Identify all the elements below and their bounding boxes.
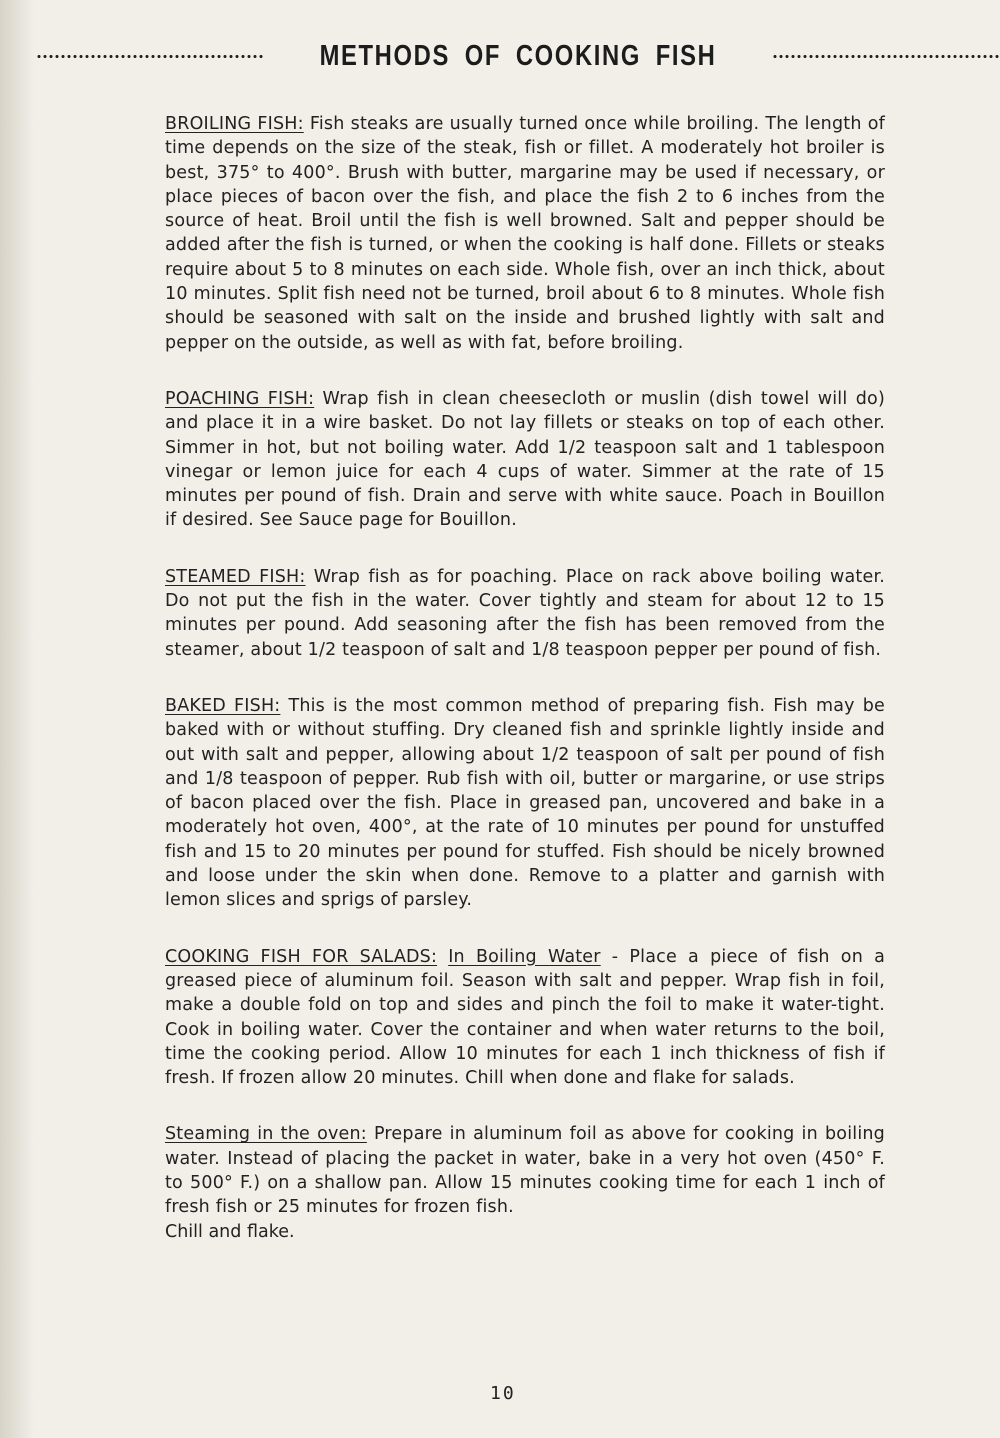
section-footnote: Chill and flake. bbox=[165, 1221, 295, 1242]
section-text: - Place a piece of fish on a greased piece of aluminum foil. Season with salt and pepper. Wrap fish in foil, make a double fold on top and sides and pinch the foil to make it water-tight. Cook in boiling water. Cover the container and when water returns to the boil, time the cooking period. Allow 10 minutes for each 1 inch thickness of fish if fresh. If frozen allow 20 minutes. Chill when done and flake for salads. bbox=[165, 946, 886, 1089]
page-title: METHODS OF COOKING FISH bbox=[319, 40, 717, 72]
section-heading: BROILING FISH: bbox=[165, 114, 304, 134]
section-baked-fish bbox=[165, 694, 885, 913]
section-heading: STEAMED FISH: bbox=[165, 566, 306, 587]
section-cooking-fish-for-salads bbox=[165, 945, 885, 1091]
section-broiling-fish bbox=[165, 112, 885, 355]
section-text: Wrap fish as for poaching. Place on rack above boiling water. Do not put the fish in the water. Cover tightly and steam for about 12 to 15 minutes per pound. Add seasoning after the fish has been removed from the steamer, about 1/2 teaspoon of salt and 1/8 teaspoon pepper per pound of fish. bbox=[165, 566, 886, 660]
section-heading: POACHING FISH: bbox=[165, 388, 315, 409]
section-steamed-fish bbox=[165, 565, 885, 662]
section-heading: Steaming in the oven: bbox=[165, 1124, 367, 1145]
section-text: This is the most common method of preparing fish. Fish may be baked with or without stuffing. Dry cleaned fish and sprinkle lightly inside and out with salt and pepper, allowing about 1/2 teaspoon of salt per pound of fish and 1/8 teaspoon of pepper. Rub fish with oil, butter or margarine, or use strips of bacon placed over the fish. Place in greased pan, uncovered and bake in a moderately hot oven, 400°, at the rate of 10 minutes per pound for unstuffed fish and 15 to 20 minutes per pound for stuffed. Fish should be nicely browned and loose under the skin when done. Remove to a platter and garnish with lemon slices and sprigs of parsley. bbox=[165, 695, 886, 911]
section-heading: BAKED FISH: bbox=[165, 695, 281, 716]
section-text: Fish steaks are usually turned once while broiling. The length of time depends on the size of the steak, fish or fillet. A moderately hot broiler is best, 375° to 400°. Brush with butter, margarine may be used if necessary, or place pieces of bacon over the fish, and place the fish 2 to 6 inches from the source of heat. Broil until the fish is well browned. Salt and pepper should be added after the fish is turned, or when the cooking is half done. Fillets or steaks require about 5 to 8 minutes on each side. Whole fish, over an inch thick, about 10 minutes. Split fish need not be turned, broil about 6 to 8 minutes. Whole fish should be seasoned with salt on the inside and brushed lightly with salt and pepper on the outside, as well as with fat, before broiling. bbox=[165, 114, 885, 353]
header-dotted-rule-right bbox=[772, 54, 1000, 59]
page-content bbox=[165, 112, 885, 1244]
section-steaming-in-oven bbox=[165, 1122, 885, 1219]
page-header bbox=[36, 40, 1000, 73]
section-poaching-fish bbox=[165, 387, 885, 533]
header-dotted-rule-left bbox=[36, 54, 264, 59]
section-heading: COOKING FISH FOR SALADS: bbox=[165, 946, 438, 967]
page-edge-shadow bbox=[0, 0, 34, 1438]
page-number: 10 bbox=[490, 1383, 516, 1404]
section-text: Wrap fish in clean cheesecloth or muslin (dish towel will do) and place it in a wire basket. Do not lay fillets or steaks on top of each other. Simmer in hot, but not boiling water. Add 1/2 teaspoon salt and 1 tablespoon vinegar or lemon juice for each 4 cups of water. Simmer at the rate of 15 minutes per pound of fish. Drain and serve with white sauce. Poach in Bouillon if desired. See Sauce page for Bouillon. bbox=[165, 388, 885, 531]
section-subheading: In Boiling Water bbox=[448, 946, 601, 967]
section-text: Prepare in aluminum foil as above for cooking in boiling water. Instead of placing the packet in water, bake in a very hot oven (450° F. to 500° F.) on a shallow pan. Allow 15 minutes cooking time for each 1 inch of fresh fish or 25 minutes for frozen fish. bbox=[165, 1124, 885, 1218]
